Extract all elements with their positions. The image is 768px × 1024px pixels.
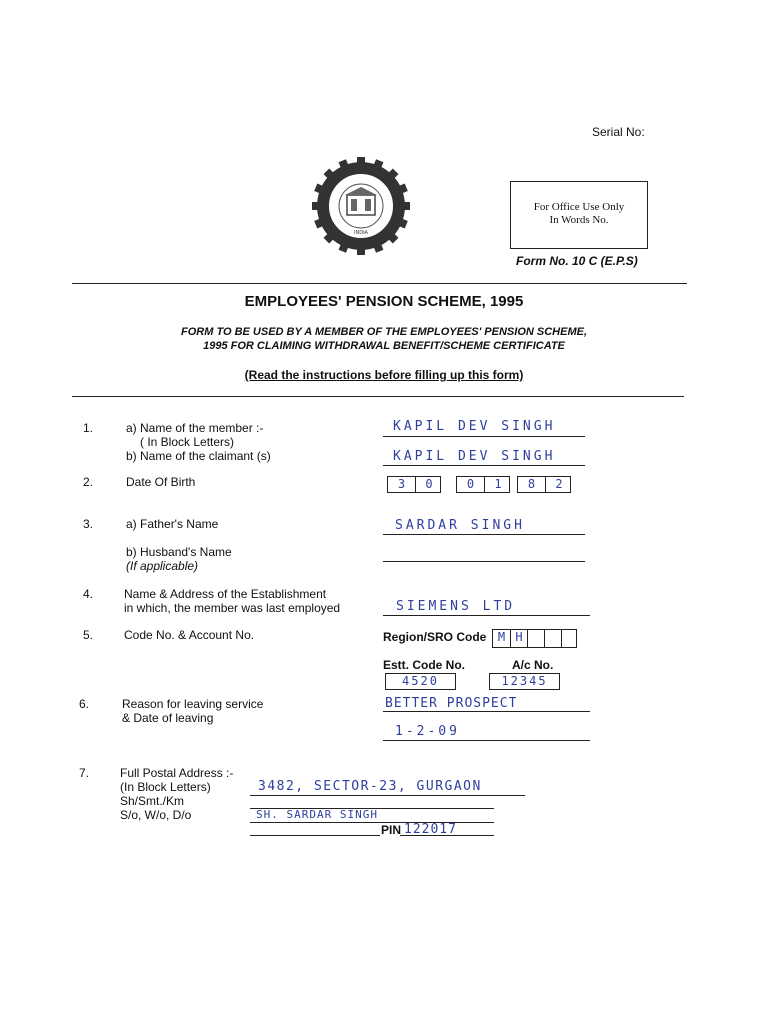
dob-month-digit-1: 0 xyxy=(466,477,475,491)
divider-instructions xyxy=(72,396,684,397)
field-4-number: 4. xyxy=(83,587,94,601)
form-number: Form No. 10 C (E.P.S) xyxy=(516,254,638,268)
title-label: Sh/Smt./Km xyxy=(120,794,185,808)
father-name-line xyxy=(383,534,585,535)
region-code-box[interactable] xyxy=(492,629,577,648)
pin-line xyxy=(400,835,494,836)
dob-day-box[interactable] xyxy=(387,476,441,493)
if-applicable-label: (If applicable) xyxy=(126,559,199,573)
field-1-number: 1. xyxy=(83,421,94,435)
estt-code-value: 4520 xyxy=(402,674,439,688)
claimant-name-label: b) Name of the claimant (s) xyxy=(126,449,271,463)
date-leaving-value[interactable]: 1-2-09 xyxy=(395,724,460,739)
postal-address-line-1 xyxy=(250,795,525,796)
account-number-value: 12345 xyxy=(501,674,548,688)
field-7-number: 7. xyxy=(79,766,90,780)
reason-leaving-line xyxy=(383,711,590,712)
region-code-char-5 xyxy=(561,630,578,647)
establishment-line xyxy=(383,615,590,616)
office-use-line1: For Office Use Only xyxy=(533,201,625,213)
postal-address-label: Full Postal Address :- xyxy=(120,766,234,780)
postal-address-value[interactable]: 3482, SECTOR-23, GURGAON xyxy=(258,779,482,794)
page-title: EMPLOYEES' PENSION SCHEME, 1995 xyxy=(244,293,524,310)
reason-leaving-value[interactable]: BETTER PROSPECT xyxy=(385,696,518,711)
region-code-char-1: M xyxy=(497,630,506,644)
date-leaving-label: & Date of leaving xyxy=(122,711,214,725)
member-name-line xyxy=(383,436,585,437)
region-code-char-4 xyxy=(544,630,561,647)
subtitle-line-1: FORM TO BE USED BY A MEMBER OF THE EMPLOYEES' PENSION SCHEME, xyxy=(181,326,587,338)
date-leaving-line xyxy=(383,740,590,741)
establishment-label-1: Name & Address of the Establishment xyxy=(124,587,327,601)
field-3-number: 3. xyxy=(83,517,94,531)
instructions-note: (Read the instructions before filling up this form) xyxy=(244,368,524,382)
dob-day-digit-1: 3 xyxy=(397,477,406,491)
field-5-number: 5. xyxy=(83,628,94,642)
husband-name-line[interactable] xyxy=(383,561,585,562)
postal-block-letters-label: (In Block Letters) xyxy=(120,780,211,794)
pin-label: PIN xyxy=(381,823,402,837)
dob-label: Date Of Birth xyxy=(126,475,196,489)
field-1-labels xyxy=(126,421,271,463)
dob-month-box[interactable] xyxy=(456,476,510,493)
postal-address-labels xyxy=(120,766,233,822)
establishment-value[interactable]: SIEMENS LTD xyxy=(396,599,516,614)
dob-day-digit-2: 0 xyxy=(415,477,442,492)
field-2-number: 2. xyxy=(83,475,94,489)
code-account-label: Code No. & Account No. xyxy=(124,628,255,642)
leaving-labels xyxy=(122,697,263,725)
field-6-number: 6. xyxy=(79,697,90,711)
husband-name-label: b) Husband's Name xyxy=(126,545,232,559)
dob-year-digit-2: 2 xyxy=(545,477,572,492)
claimant-name-line xyxy=(383,465,585,466)
region-sro-label: Region/SRO Code xyxy=(383,630,487,644)
estt-code-box[interactable] xyxy=(385,673,456,690)
region-code-char-3 xyxy=(527,630,544,647)
account-number-label: A/c No. xyxy=(512,658,554,672)
relation-label: S/o, W/o, D/o xyxy=(120,808,192,822)
form-subtitle xyxy=(0,325,768,353)
relation-line xyxy=(250,822,494,823)
office-use-line2: In Words No. xyxy=(549,214,609,226)
relation-value[interactable]: SH. SARDAR SINGH xyxy=(256,808,378,821)
serial-number-label: Serial No: xyxy=(592,125,645,139)
member-name-label: a) Name of the member :- xyxy=(126,421,264,435)
dob-year-box[interactable] xyxy=(517,476,571,493)
husband-name-labels xyxy=(126,545,232,573)
subtitle-line-2: 1995 FOR CLAIMING WITHDRAWAL BENEFIT/SCHEME CERTIFICATE xyxy=(203,340,565,352)
postal-address-line-4 xyxy=(250,835,380,836)
establishment-label-2: in which, the member was last employed xyxy=(124,601,341,615)
divider-top xyxy=(72,283,687,284)
estt-code-label: Estt. Code No. xyxy=(383,658,466,672)
establishment-labels xyxy=(124,587,340,615)
father-name-label: a) Father's Name xyxy=(126,517,219,531)
block-letters-label: ( In Block Letters) xyxy=(140,435,235,449)
account-number-box[interactable] xyxy=(489,673,560,690)
region-code-char-2: H xyxy=(510,630,527,647)
pin-value[interactable]: 122017 xyxy=(404,822,457,837)
claimant-name-value[interactable]: KAPIL DEV SINGH xyxy=(393,449,556,464)
epfo-logo xyxy=(312,157,410,255)
father-name-value[interactable]: SARDAR SINGH xyxy=(395,518,525,533)
dob-year-digit-1: 8 xyxy=(527,477,536,491)
reason-leaving-label: Reason for leaving service xyxy=(122,697,264,711)
office-use-box xyxy=(510,181,648,249)
dob-month-digit-2: 1 xyxy=(484,477,511,492)
member-name-value[interactable]: KAPIL DEV SINGH xyxy=(393,419,556,434)
logo-text-bottom: INDIA xyxy=(354,230,368,236)
